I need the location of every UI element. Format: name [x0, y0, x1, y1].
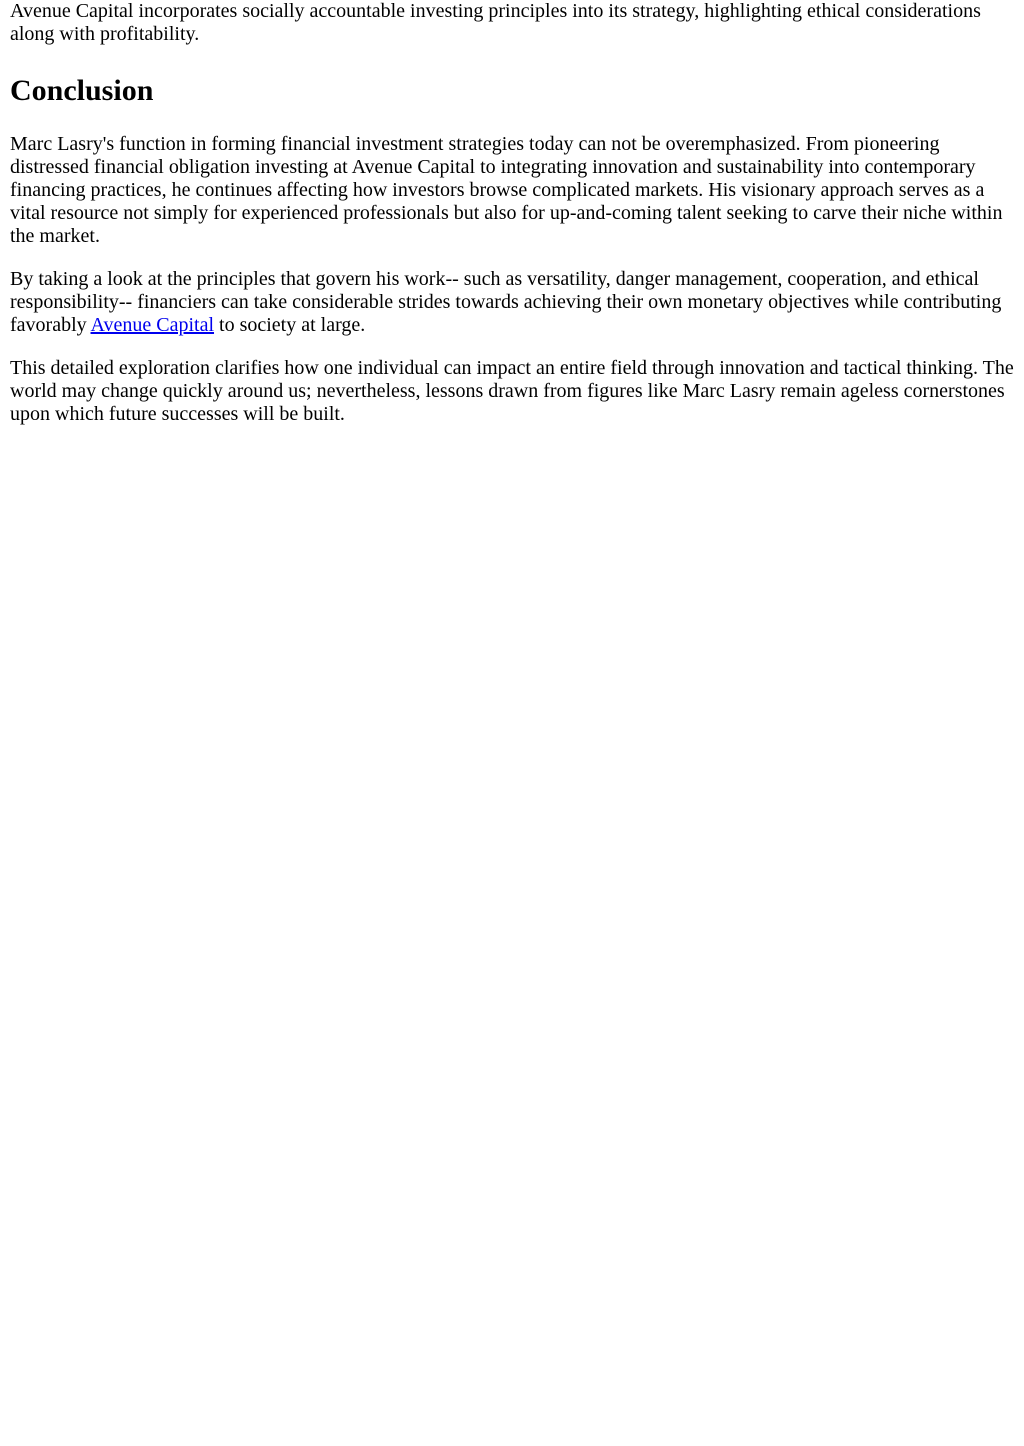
paragraph-2-text-after: to society at large.	[214, 314, 366, 336]
intro-paragraph: Avenue Capital incorporates socially accountable investing principles into its strategy, highlighting ethical considerations along with profitability.	[10, 0, 981, 45]
conclusion-heading: Conclusion	[10, 74, 154, 107]
conclusion-paragraph-3: This detailed exploration clarifies how one individual can impact an entire field through innovation and tactical thinking. The world may change quickly around us; nevertheless, lessons drawn from figures like Marc Lasry remain ageless cornerstones upon which future successes will be built.	[10, 357, 1014, 425]
conclusion-paragraph-2	[10, 268, 1014, 337]
article-body	[10, 0, 1014, 426]
paragraph-2-text-before: By taking a look at the principles that govern his work-- such as versatility, danger management, cooperation, and ethical responsibility-- financiers can take considerable strides towards achieving their own monetary objectives while contributing favorably	[10, 268, 1002, 336]
avenue-capital-link[interactable]: Avenue Capital	[90, 314, 215, 336]
conclusion-paragraph-1: Marc Lasry's function in forming financial investment strategies today can not be overemphasized. From pioneering distressed financial obligation investing at Avenue Capital to integrating innovation and sustainability into contemporary financing practices, he continues affecting how investors browse complicated markets. His visionary approach serves as a vital resource not simply for experienced professionals but also for up-and-coming talent seeking to carve their niche within the market.	[10, 133, 1003, 247]
